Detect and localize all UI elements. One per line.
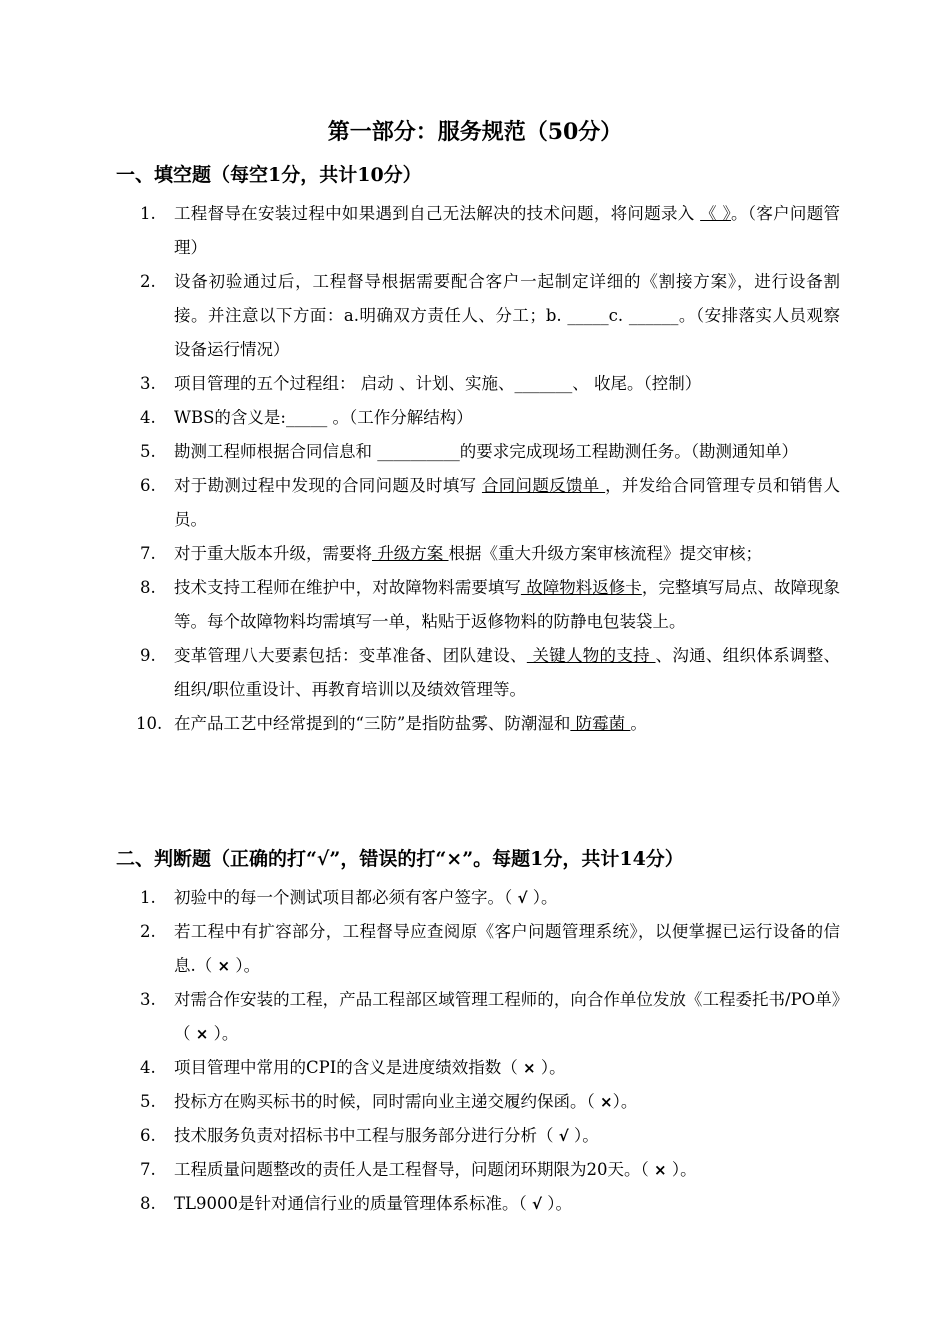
question-item bbox=[140, 265, 840, 367]
page-title: 第一部分：服务规范（50分） bbox=[327, 119, 623, 145]
answer-blank: _____ bbox=[285, 408, 328, 427]
question-text: ，并发给合同管理专员和销售人员。 bbox=[174, 476, 841, 529]
question-item bbox=[140, 881, 840, 915]
question-item bbox=[140, 983, 840, 1051]
cross-mark-icon: × bbox=[195, 1025, 209, 1043]
section-heading-fill-in: 一、填空题（每空1分，共计10分） bbox=[116, 164, 422, 186]
question-text: ）。 bbox=[612, 1092, 638, 1111]
check-mark-icon: √ bbox=[558, 1127, 569, 1145]
question-text: c. bbox=[608, 306, 629, 325]
question-text: ）。 bbox=[230, 956, 261, 975]
question-item bbox=[140, 537, 840, 571]
question-hint: 。（客户问题管理） bbox=[174, 204, 841, 257]
question-text: ）。 bbox=[208, 1024, 239, 1043]
question-number: 1. bbox=[140, 204, 156, 223]
question-number: 5. bbox=[140, 442, 156, 461]
question-text: 变革管理八大要素包括：变革准备、团队建设、 bbox=[174, 646, 527, 665]
answer-text: 合同问题反馈单 bbox=[481, 476, 606, 495]
question-number: 4. bbox=[140, 408, 156, 427]
true-false-question-list bbox=[140, 881, 840, 1221]
question-item bbox=[136, 707, 840, 741]
question-number: 5. bbox=[140, 1092, 156, 1111]
question-number: 3. bbox=[140, 990, 156, 1009]
question-text: 技术服务负责对招标书中工程与服务部分进行分析（ bbox=[174, 1126, 559, 1145]
question-text: 设备初验通过后，工程督导根据需要配合客户一起制定详细的《割接方案》，进行设备割接。并注意以下方面：a.明确双方责任人、分工；b. bbox=[174, 272, 840, 325]
question-text: 对于勘测过程中发现的合同问题及时填写 bbox=[174, 476, 482, 495]
question-number: 4. bbox=[140, 1058, 156, 1077]
question-number: 2. bbox=[140, 272, 156, 291]
question-text: 在产品工艺中经常提到的“三防”是指防盐雾、防潮湿和 bbox=[174, 714, 571, 733]
question-text: 。 bbox=[630, 714, 647, 733]
fill-in-question-list bbox=[136, 197, 841, 741]
answer-blank: ______ bbox=[628, 306, 679, 325]
question-text: 项目管理的五个过程组： 启动 、计划、实施、 bbox=[174, 374, 515, 393]
question-text: 投标方在购买标书的时候，同时需向业主递交履约保函。（ bbox=[174, 1092, 600, 1111]
question-number: 8. bbox=[140, 578, 156, 597]
question-text: TL9000是针对通信行业的质量管理体系标准。（ bbox=[174, 1194, 532, 1213]
question-text: WBS的含义是: bbox=[174, 408, 286, 427]
question-text: 初验中的每一个测试项目都必须有客户签字。（ bbox=[174, 888, 518, 907]
question-item bbox=[140, 1085, 840, 1119]
cross-mark-icon: × bbox=[217, 957, 231, 975]
question-item bbox=[140, 401, 840, 435]
question-number: 9. bbox=[140, 646, 156, 665]
question-number: 6. bbox=[140, 1126, 156, 1145]
question-number: 3. bbox=[140, 374, 156, 393]
question-item bbox=[140, 915, 840, 983]
answer-blank: _____ bbox=[567, 306, 609, 325]
question-text: ）。 bbox=[568, 1126, 599, 1145]
question-text: 工程质量问题整改的责任人是工程督导，问题闭环期限为20天。（ bbox=[174, 1160, 654, 1179]
question-text: ）。 bbox=[527, 888, 558, 907]
question-text: 对于重大版本升级，需要将 bbox=[174, 544, 372, 563]
answer-text: 关键人物的支持 bbox=[526, 646, 656, 665]
cross-mark-icon: × bbox=[523, 1059, 536, 1077]
answer-text: 《 》 bbox=[700, 204, 731, 223]
answer-text: 故障物料返修卡 bbox=[520, 578, 642, 597]
question-hint: 。（安排落实人员观察设备运行情况） bbox=[174, 306, 841, 359]
question-number: 10. bbox=[136, 714, 163, 733]
question-text: 对需合作安装的工程，产品工程部区域管理工程师的，向合作单位发放《工程委托书/PO单》（ bbox=[174, 990, 840, 1043]
question-item bbox=[140, 1119, 840, 1153]
question-number: 1. bbox=[140, 888, 156, 907]
section-heading-true-false: 二、判断题（正确的打“√”，错误的打“×”。每题1分，共计14分） bbox=[116, 848, 684, 870]
question-text: 技术支持工程师在维护中，对故障物料需要填写 bbox=[174, 578, 521, 597]
question-item bbox=[140, 639, 840, 707]
question-hint: 。（工作分解结构） bbox=[327, 408, 473, 427]
question-text: 勘测工程师根据合同信息和 bbox=[174, 442, 378, 461]
question-text: ）。 bbox=[666, 1160, 697, 1179]
question-text: 工程督导在安装过程中如果遇到自己无法解决的技术问题，将问题录入 bbox=[174, 204, 701, 223]
question-item bbox=[140, 1153, 840, 1187]
question-number: 7. bbox=[140, 544, 156, 563]
question-number: 6. bbox=[140, 476, 156, 495]
question-text: 、沟通、组织体系调整、组织/职位重设计、再教育培训以及绩效管理等。 bbox=[174, 646, 841, 699]
question-text: ）。 bbox=[535, 1058, 566, 1077]
question-item bbox=[140, 469, 840, 537]
question-number: 2. bbox=[140, 922, 156, 941]
question-item bbox=[140, 367, 840, 401]
question-item bbox=[140, 197, 840, 265]
question-text: ，完整填写局点、故障现象等。每个故障物料均需填写一单，粘贴于返修物料的防静电包装袋上。 bbox=[174, 578, 841, 631]
question-item bbox=[140, 571, 840, 639]
question-hint: 的要求完成现场工程勘测任务。（勘测通知单） bbox=[459, 442, 798, 461]
question-number: 8. bbox=[140, 1194, 156, 1213]
question-text: 根据《重大升级方案审核流程》提交审核； bbox=[448, 544, 762, 563]
answer-blank: _______ bbox=[514, 374, 573, 393]
answer-text: 升级方案 bbox=[372, 544, 449, 563]
question-number: 7. bbox=[140, 1160, 156, 1179]
question-item bbox=[140, 1187, 840, 1221]
answer-text: 防霉菌 bbox=[570, 714, 631, 733]
question-item bbox=[140, 1051, 840, 1085]
question-item bbox=[140, 435, 840, 469]
question-text: 项目管理中常用的CPI的含义是进度绩效指数（ bbox=[174, 1058, 523, 1077]
question-hint: 、 收尾。（控制） bbox=[572, 374, 702, 393]
check-mark-icon: √ bbox=[531, 1195, 542, 1213]
check-mark-icon: √ bbox=[517, 889, 528, 907]
cross-mark-icon: × bbox=[600, 1093, 613, 1111]
cross-mark-icon: × bbox=[654, 1161, 667, 1179]
question-text: 若工程中有扩容部分，工程督导应查阅原《客户问题管理系统》，以便掌握已运行设备的信息.（ bbox=[174, 922, 840, 975]
question-text: ）。 bbox=[541, 1194, 572, 1213]
answer-blank: __________ bbox=[377, 442, 460, 461]
